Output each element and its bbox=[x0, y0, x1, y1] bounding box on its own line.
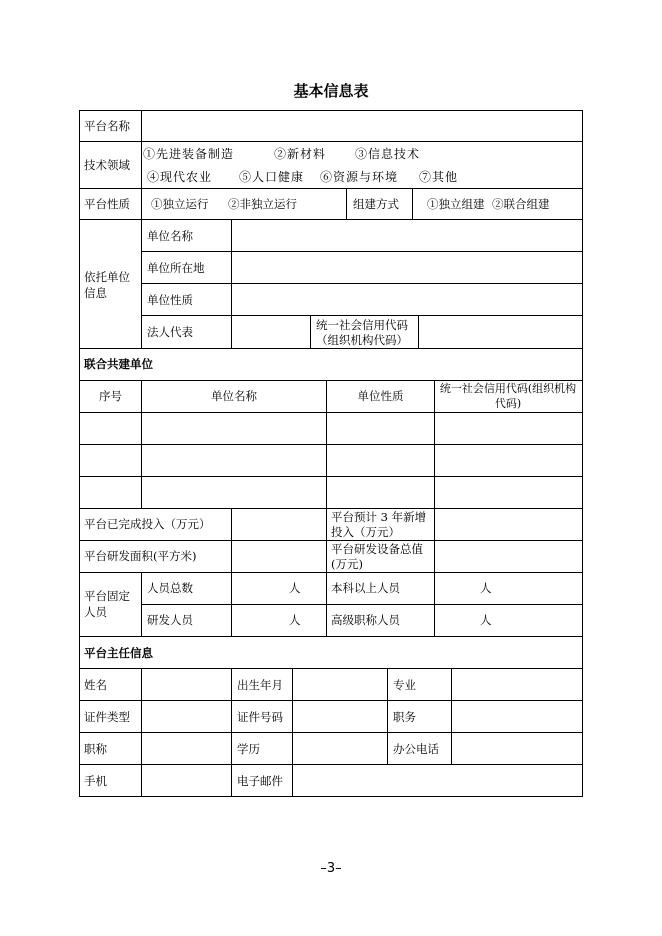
platform-name-label: 平台名称 bbox=[84, 119, 130, 133]
tech-option-5[interactable]: ⑤人口健康 bbox=[239, 170, 305, 184]
director-mobile-field[interactable] bbox=[143, 766, 230, 795]
host-unit-location-label: 单位所在地 bbox=[147, 261, 205, 275]
planned-investment-field[interactable] bbox=[436, 510, 581, 539]
director-id-type-field[interactable] bbox=[143, 702, 230, 731]
page-number: –3– bbox=[320, 861, 342, 876]
equipment-value-field[interactable] bbox=[436, 542, 581, 571]
rd-area-label: 平台研发面积(平方米) bbox=[84, 549, 197, 563]
planned-investment-label-line1: 平台预计 3 年新增 bbox=[331, 510, 427, 524]
platform-nature-label: 平台性质 bbox=[84, 197, 130, 211]
host-info-label-line1: 依托单位 bbox=[84, 270, 130, 284]
director-education-field[interactable] bbox=[294, 734, 386, 763]
tech-option-1[interactable]: ①先进装备制造 bbox=[143, 147, 235, 161]
equipment-value-label-line1: 平台研发设备总值 bbox=[331, 542, 423, 556]
joint-table-row[interactable] bbox=[80, 413, 582, 444]
director-mobile-label: 手机 bbox=[84, 774, 107, 788]
equipment-value-label-line2: (万元) bbox=[331, 557, 363, 571]
director-major-field[interactable] bbox=[453, 670, 581, 699]
director-email-field[interactable] bbox=[294, 766, 581, 795]
tech-option-3[interactable]: ③信息技术 bbox=[355, 147, 421, 161]
joint-col-seq: 序号 bbox=[99, 389, 122, 403]
joint-col-name: 单位名称 bbox=[211, 389, 257, 403]
director-position-field[interactable] bbox=[453, 702, 581, 731]
tech-option-7[interactable]: ⑦其他 bbox=[419, 170, 459, 184]
legal-rep-label: 法人代表 bbox=[147, 325, 193, 339]
joint-table-row[interactable] bbox=[80, 445, 582, 476]
director-id-type-label: 证件类型 bbox=[84, 710, 130, 724]
director-name-label: 姓名 bbox=[84, 678, 107, 692]
joint-col-nature: 单位性质 bbox=[357, 389, 404, 403]
joint-col-code-line2: 代码) bbox=[494, 397, 522, 410]
director-title-label: 职称 bbox=[84, 742, 107, 756]
staff-bachelor-unit: 人 bbox=[480, 581, 492, 595]
host-unit-nature-field[interactable] bbox=[233, 285, 581, 314]
tech-option-4[interactable]: ④现代农业 bbox=[147, 170, 213, 184]
director-header: 平台主任信息 bbox=[84, 646, 153, 660]
fixed-staff-label-line1: 平台固定 bbox=[84, 589, 130, 603]
director-birth-field[interactable] bbox=[294, 670, 386, 699]
platform-name-field[interactable] bbox=[143, 112, 581, 140]
director-office-phone-field[interactable] bbox=[453, 734, 581, 763]
build-mode-label: 组建方式 bbox=[353, 197, 399, 211]
host-unit-name-label: 单位名称 bbox=[147, 229, 193, 243]
tech-option-6[interactable]: ⑥资源与环境 bbox=[320, 170, 399, 184]
nature-option-1[interactable]: ①独立运行 bbox=[151, 197, 209, 211]
host-credit-code-label-line2: （组织机构代码） bbox=[316, 333, 408, 347]
director-email-label: 电子邮件 bbox=[237, 774, 283, 788]
legal-rep-field[interactable] bbox=[233, 317, 309, 347]
tech-option-2[interactable]: ②新材料 bbox=[274, 147, 327, 161]
build-option-2[interactable]: ②联合组建 bbox=[492, 197, 550, 211]
director-education-label: 学历 bbox=[237, 742, 260, 756]
host-info-label-line2: 信息 bbox=[84, 286, 107, 300]
completed-investment-label: 平台已完成投入（万元） bbox=[84, 517, 211, 531]
joint-table-row[interactable] bbox=[80, 477, 582, 508]
nature-option-2[interactable]: ②非独立运行 bbox=[228, 197, 297, 211]
staff-rd-unit: 人 bbox=[289, 613, 301, 627]
staff-total-label: 人员总数 bbox=[147, 581, 193, 595]
staff-total-unit: 人 bbox=[289, 581, 301, 595]
host-unit-nature-label: 单位性质 bbox=[147, 293, 193, 307]
page-title: 基本信息表 bbox=[293, 82, 369, 100]
director-birth-label: 出生年月 bbox=[237, 678, 283, 692]
director-name-field[interactable] bbox=[143, 670, 230, 699]
planned-investment-label-line2: 投入（万元） bbox=[331, 525, 400, 539]
host-credit-code-label-line1: 统一社会信用代码 bbox=[316, 318, 408, 332]
joint-units-header: 联合共建单位 bbox=[84, 357, 153, 371]
director-major-label: 专业 bbox=[393, 678, 416, 692]
director-id-no-label: 证件号码 bbox=[237, 710, 283, 724]
build-option-1[interactable]: ①独立组建 bbox=[427, 197, 485, 211]
director-title-field[interactable] bbox=[143, 734, 230, 763]
host-credit-code-field[interactable] bbox=[420, 317, 581, 347]
rd-area-field[interactable] bbox=[233, 542, 325, 571]
staff-senior-label: 高级职称人员 bbox=[331, 613, 400, 627]
director-position-label: 职务 bbox=[393, 710, 416, 724]
director-office-phone-label: 办公电话 bbox=[393, 742, 439, 756]
host-unit-location-field[interactable] bbox=[233, 253, 581, 282]
staff-bachelor-label: 本科以上人员 bbox=[331, 581, 400, 595]
staff-rd-label: 研发人员 bbox=[147, 613, 193, 627]
completed-investment-field[interactable] bbox=[233, 510, 325, 539]
tech-field-label: 技术领域 bbox=[84, 158, 130, 172]
fixed-staff-label-line2: 人员 bbox=[84, 605, 107, 619]
joint-col-code-line1: 统一社会信用代码(组织机构 bbox=[439, 382, 577, 395]
director-id-no-field[interactable] bbox=[294, 702, 386, 731]
staff-senior-unit: 人 bbox=[480, 613, 492, 627]
host-unit-name-field[interactable] bbox=[233, 221, 581, 250]
